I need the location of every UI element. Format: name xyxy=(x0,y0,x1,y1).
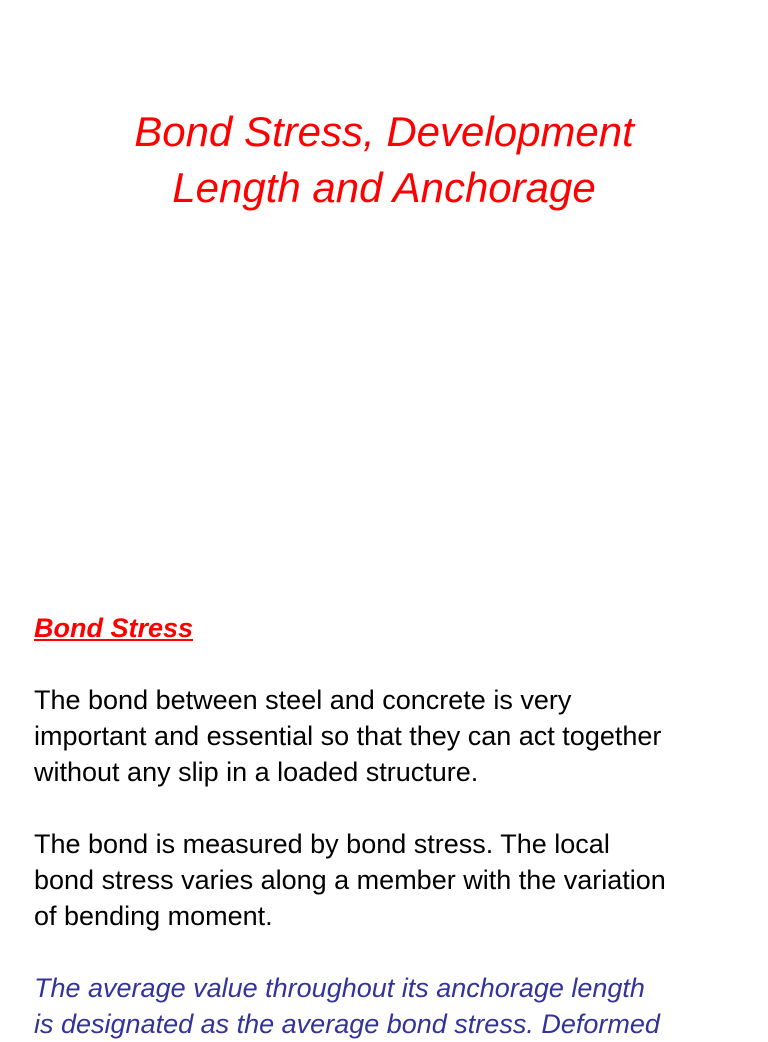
slide-title-line-2: Length and Anchorage xyxy=(172,164,596,211)
paragraph-line: The bond between steel and concrete is very xyxy=(34,685,572,715)
paragraph-average-bond-stress xyxy=(34,970,754,1042)
section-heading: Bond Stress xyxy=(34,613,194,643)
paragraph-line: The bond is measured by bond stress. The local xyxy=(34,829,610,859)
paragraph-line: without any slip in a loaded structure. xyxy=(34,757,479,787)
paragraph-line: is designated as the average bond stress. Deformed xyxy=(34,1009,660,1039)
slide-content xyxy=(34,610,754,1042)
paragraph-line: bond stress varies along a member with the variation xyxy=(34,865,666,895)
slide-title-line-1: Bond Stress, Development xyxy=(134,108,634,155)
paragraph-line: of bending moment. xyxy=(34,901,273,931)
paragraph-bond-importance xyxy=(34,682,754,790)
paragraph-line: The average value throughout its anchorage length xyxy=(34,973,645,1003)
paragraph-line: important and essential so that they can act together xyxy=(34,721,662,751)
slide-title xyxy=(0,104,768,216)
paragraph-bond-measurement xyxy=(34,826,754,934)
